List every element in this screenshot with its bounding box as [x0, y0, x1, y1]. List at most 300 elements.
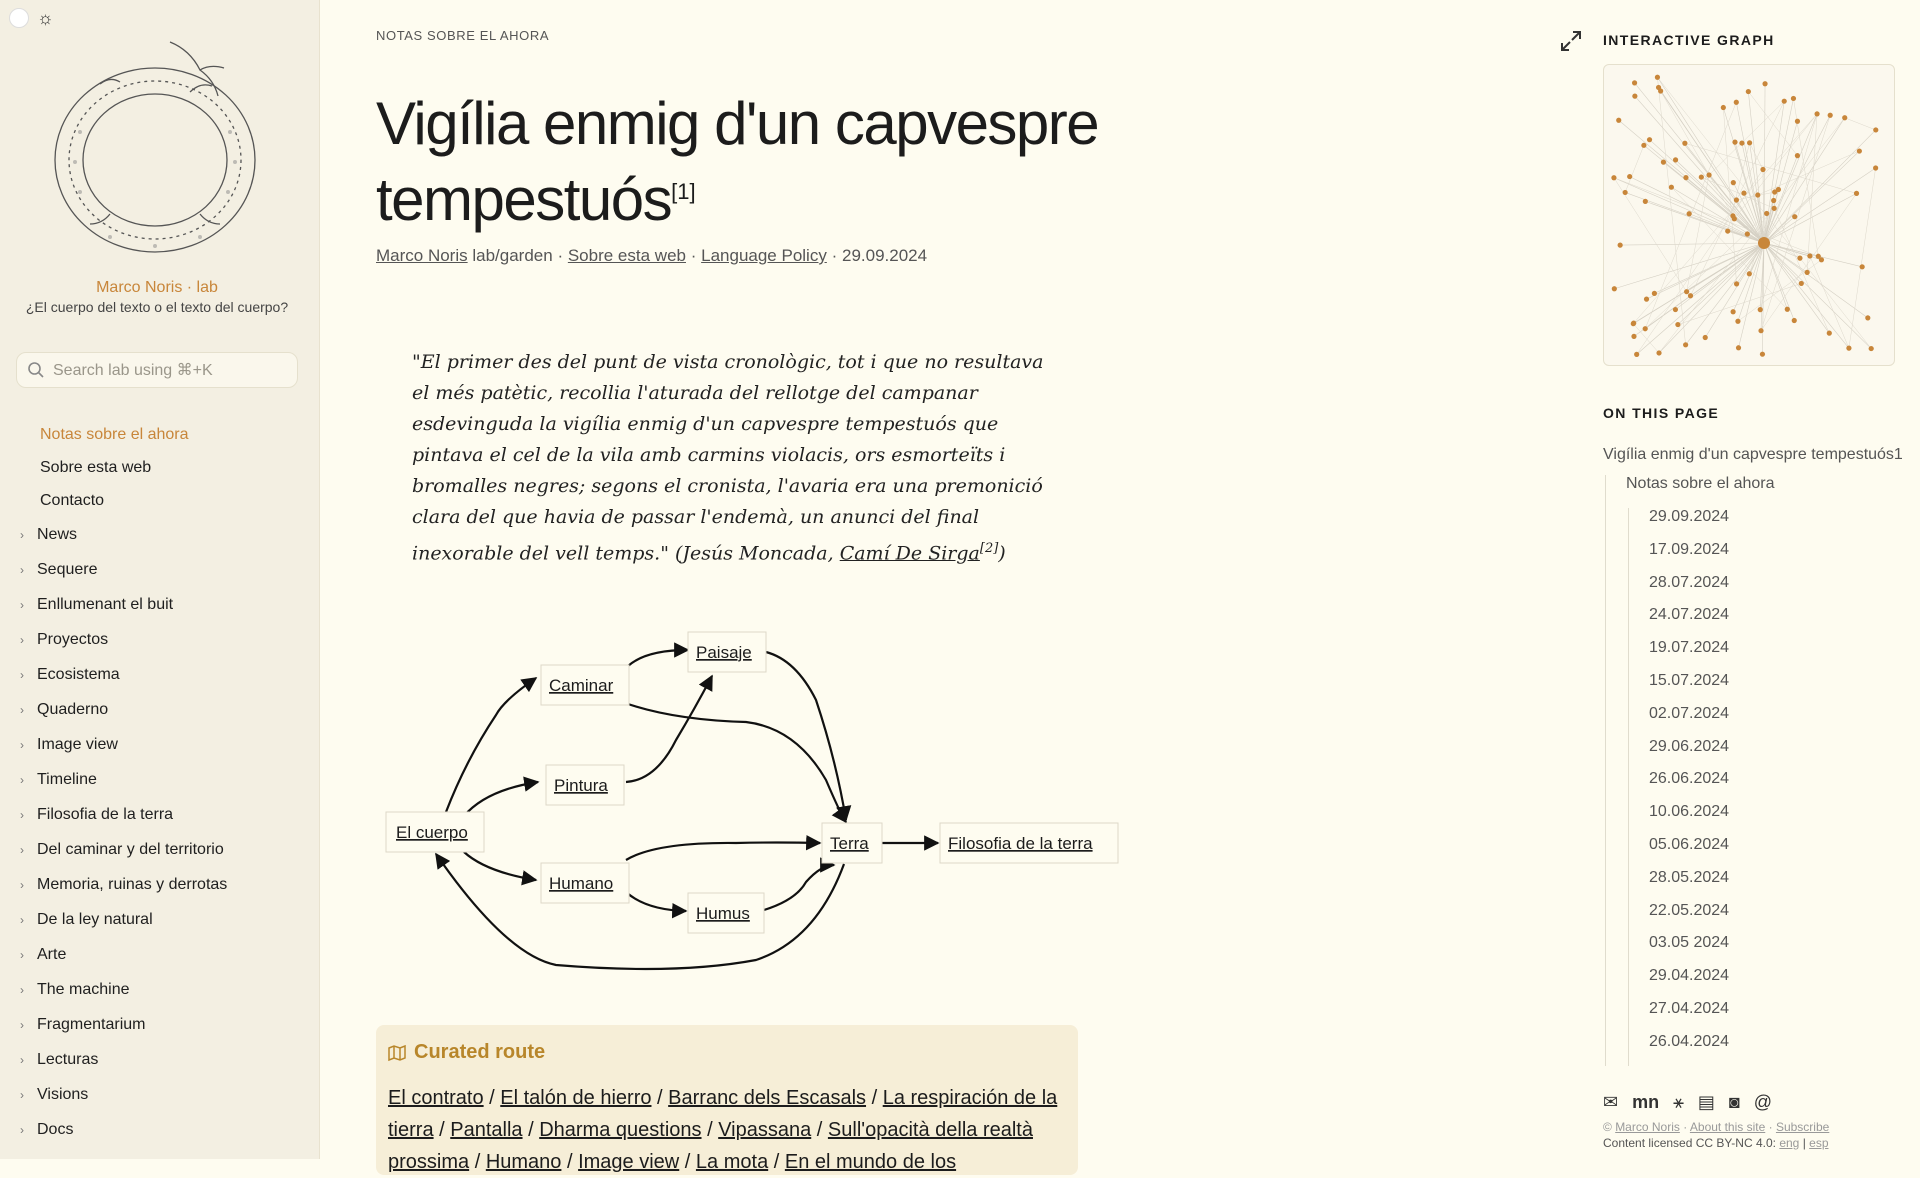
chevron-right-icon[interactable]: ›: [20, 912, 24, 927]
graph-node[interactable]: [1865, 315, 1870, 320]
node-el-cuerpo[interactable]: [386, 812, 484, 852]
nav-item-contacto[interactable]: Contacto: [40, 491, 105, 509]
graph-node[interactable]: [1703, 335, 1708, 340]
toc-heading: ON THIS PAGE: [1603, 405, 1720, 421]
chevron-right-icon[interactable]: ›: [20, 877, 24, 892]
chevron-right-icon[interactable]: ›: [20, 702, 24, 717]
graph-node[interactable]: [1618, 243, 1623, 248]
graph-link: [1734, 114, 1817, 219]
graph-node[interactable]: [1631, 334, 1636, 339]
sidebar-folder[interactable]: [20, 1042, 310, 1077]
map-icon: [388, 1044, 406, 1062]
graph-link: [1645, 213, 1766, 328]
theme-toggle[interactable]: [9, 8, 65, 28]
graph-node[interactable]: [1735, 319, 1740, 324]
curated-route-link[interactable]: Vipassana: [718, 1119, 812, 1141]
search-input[interactable]: [16, 352, 298, 388]
graph-node[interactable]: [1683, 175, 1688, 180]
graph-node[interactable]: [1762, 81, 1767, 86]
graph-node[interactable]: [1699, 174, 1704, 179]
graph-node[interactable]: [1795, 153, 1800, 158]
meta-sep: ·: [690, 246, 697, 265]
route-separator: /: [522, 1119, 540, 1141]
epigraph-quote: [412, 347, 1052, 569]
graph-node[interactable]: [1807, 253, 1812, 258]
graph-node[interactable]: [1612, 286, 1617, 291]
toggle-knob[interactable]: [9, 8, 29, 28]
graph-link: [1635, 96, 1764, 243]
graph-node[interactable]: [1623, 190, 1628, 195]
toc-dates-list: [1628, 508, 1903, 1066]
graph-canvas[interactable]: [1604, 65, 1896, 367]
route-separator: /: [651, 1087, 669, 1109]
sidebar-folder-label: News: [37, 525, 78, 543]
graph-node[interactable]: [1860, 264, 1865, 269]
toc-item-date[interactable]: 26.04.2024: [1649, 1032, 1730, 1050]
graph-link: [1728, 143, 1750, 231]
mail-icon[interactable]: ✉: [1603, 1092, 1619, 1112]
quote-text: "El primer des del punt de vista cronològic, tot i que no resultava el més patètic, recollia l'aturada del rellotge del campanar esdevinguda la vigília enmig d'un capvespre tempestuós que pintava el cel de la vila amb carmins violacis, ors esmorteïts i bromalles negres; segons el cronista, l'avaria era una premonició clara del que havia de passar l'endemà, un anunci del final inexorable del vell temps." (Jesús Moncada,: [412, 351, 1044, 565]
sidebar-folder-label: Filosofia de la terra: [37, 805, 174, 823]
toc-item-title[interactable]: Vigília enmig d'un capvespre tempestuós1: [1603, 446, 1903, 463]
footer-links: © Marco Noris · About this site · Subscribe: [1603, 1120, 1830, 1134]
meta-section: lab/garden: [472, 246, 553, 265]
route-separator: /: [469, 1151, 486, 1173]
graph-link: [1659, 87, 1764, 243]
sidebar-folder-label: Visions: [37, 1085, 89, 1103]
graph-node[interactable]: [1842, 115, 1847, 120]
chevron-right-icon[interactable]: ›: [20, 597, 24, 612]
graph-node[interactable]: [1764, 211, 1769, 216]
curated-route-link[interactable]: La respiración de la tierra: [388, 1087, 1058, 1141]
toc-item-date[interactable]: 17.09.2024: [1649, 540, 1730, 558]
page-date: 29.09.2024: [841, 246, 928, 265]
graph-node[interactable]: [1731, 309, 1736, 314]
graph-node[interactable]: [1730, 213, 1735, 218]
graph-link: [1764, 168, 1876, 243]
route-separator: /: [433, 1119, 451, 1141]
graph-link: [1845, 118, 1876, 130]
edge-pintura-paisaje: [626, 676, 712, 782]
curated-route-link[interactable]: Dharma questions: [539, 1119, 702, 1141]
graph-node[interactable]: [1688, 293, 1693, 298]
graph-node[interactable]: [1682, 141, 1687, 146]
graph-node[interactable]: [1792, 214, 1797, 219]
graph-node[interactable]: [1791, 96, 1796, 101]
chevron-right-icon[interactable]: ›: [20, 772, 24, 787]
footer-author-link[interactable]: Marco Noris: [1615, 1120, 1680, 1134]
graph-node[interactable]: [1641, 143, 1646, 148]
sidebar-folder[interactable]: [20, 727, 310, 762]
sidebar-folder[interactable]: [20, 622, 310, 657]
graph-node[interactable]: [1739, 140, 1744, 145]
edge-humano-terra: [626, 843, 820, 861]
toc-item-date[interactable]: 24.07.2024: [1649, 606, 1730, 624]
node-label[interactable]: Humano: [549, 874, 614, 893]
graph-node[interactable]: [1732, 140, 1737, 145]
edge-paisaje-terra: [766, 652, 846, 820]
sidebar-folder-label: The machine: [37, 980, 130, 998]
graph-node[interactable]: [1734, 281, 1739, 286]
graph-node[interactable]: [1652, 291, 1657, 296]
graph-node[interactable]: [1661, 160, 1666, 165]
sidebar-folder[interactable]: [20, 937, 310, 972]
node-humus[interactable]: [688, 893, 764, 933]
chevron-right-icon[interactable]: ›: [20, 1017, 24, 1032]
graph-node[interactable]: [1647, 137, 1652, 142]
sidebar-folder-label: Del caminar y del territorio: [37, 840, 224, 858]
graph-link: [1748, 92, 1797, 156]
graph-node[interactable]: [1631, 321, 1636, 326]
node-label[interactable]: Terra: [830, 834, 869, 853]
node-label[interactable]: Paisaje: [696, 643, 752, 662]
toc-item-date[interactable]: 27.04.2024: [1649, 999, 1730, 1017]
chevron-right-icon[interactable]: ›: [20, 632, 24, 647]
quote-footnote[interactable]: [2]: [979, 541, 999, 556]
graph-link: [1686, 243, 1764, 345]
graph-node[interactable]: [1616, 118, 1621, 123]
concept-diagram: [376, 620, 1136, 990]
toc-item-date[interactable]: 03.05 2024: [1649, 934, 1730, 952]
chevron-right-icon[interactable]: ›: [20, 982, 24, 997]
toc-item-notas[interactable]: Notas sobre el ahora: [1626, 475, 1775, 492]
graph-link: [1723, 108, 1764, 243]
sidebar-folder[interactable]: [20, 867, 310, 902]
chevron-right-icon[interactable]: ›: [20, 842, 24, 857]
route-separator: /: [679, 1151, 696, 1173]
sidebar: [0, 0, 320, 1159]
graph-node[interactable]: [1627, 174, 1632, 179]
search-placeholder: Search lab using ⌘+K: [53, 362, 213, 379]
quote-source-link[interactable]: Camí De Sirga: [839, 542, 980, 565]
ouroboros-logo[interactable]: [50, 32, 260, 262]
bookmark-icon[interactable]: ▤: [1697, 1092, 1715, 1112]
toc-sublevel: [1605, 475, 1903, 1066]
footer-social-icons: [1603, 1092, 1772, 1113]
toc-item-date[interactable]: 22.05.2024: [1649, 901, 1730, 919]
graph-link: [1625, 145, 1644, 192]
sidebar-folder-label: Proyectos: [37, 630, 109, 648]
toc-item-date[interactable]: 29.06.2024: [1649, 737, 1730, 755]
sun-icon[interactable]: ☼: [37, 8, 54, 28]
quote-close: ): [998, 542, 1006, 565]
interactive-graph[interactable]: [1603, 64, 1895, 366]
curated-route-link[interactable]: Barranc dels Escasals: [668, 1087, 867, 1109]
copyright-symbol: ©: [1603, 1120, 1612, 1134]
sidebar-folder[interactable]: [20, 972, 310, 1007]
curated-route-link[interactable]: El talón de hierro: [500, 1087, 652, 1109]
folder-list: [20, 517, 310, 1147]
nav-item-sobre[interactable]: Sobre esta web: [40, 458, 152, 476]
graph-link: [1764, 193, 1857, 243]
graph-node[interactable]: [1745, 231, 1750, 236]
sidebar-folder[interactable]: [20, 832, 310, 867]
sidebar-folder[interactable]: [20, 1112, 310, 1147]
sidebar-folder-label: Enllumenant el buit: [37, 595, 174, 613]
chevron-right-icon[interactable]: ›: [20, 1122, 24, 1137]
language-policy-link[interactable]: Language Policy: [701, 246, 827, 265]
toc-item-date[interactable]: 02.07.2024: [1649, 704, 1730, 722]
graph-link: [1764, 243, 1868, 318]
route-separator: /: [561, 1151, 579, 1173]
chevron-right-icon[interactable]: ›: [20, 667, 24, 682]
graph-node[interactable]: [1731, 180, 1736, 185]
graph-node[interactable]: [1857, 148, 1862, 153]
callout-title: [388, 1041, 1066, 1064]
license-text: Content licensed CC BY-NC 4.0:: [1603, 1136, 1776, 1150]
graph-node[interactable]: [1814, 111, 1819, 116]
edge-humus-terra: [764, 865, 834, 910]
chevron-right-icon[interactable]: ›: [20, 807, 24, 822]
route-separator: /: [483, 1087, 501, 1109]
sidebar-folder[interactable]: [20, 517, 310, 552]
sidebar-folder-label: Image view: [37, 735, 118, 753]
graph-link: [1687, 175, 1709, 292]
chevron-right-icon[interactable]: ›: [20, 737, 24, 752]
graph-node[interactable]: [1675, 322, 1680, 327]
edge-cuerpo-caminar: [446, 678, 536, 812]
sidebar-folder-label: Timeline: [37, 770, 97, 788]
node-terra[interactable]: [822, 823, 882, 863]
graph-link: [1764, 243, 1849, 348]
sidebar-folder[interactable]: [20, 1007, 310, 1042]
toc-item-date[interactable]: 29.04.2024: [1649, 967, 1730, 985]
about-link[interactable]: Sobre esta web: [567, 246, 686, 265]
graph-node[interactable]: [1776, 187, 1781, 192]
graph-link: [1620, 243, 1764, 245]
graph-node[interactable]: [1656, 85, 1661, 90]
meta-sep: ·: [557, 246, 564, 265]
curated-route-link[interactable]: Image view: [578, 1151, 680, 1173]
node-label[interactable]: Caminar: [549, 676, 614, 695]
graph-node[interactable]: [1643, 199, 1648, 204]
graph-node[interactable]: [1799, 281, 1804, 286]
chevron-right-icon[interactable]: ›: [20, 1052, 24, 1067]
graph-link: [1760, 114, 1817, 310]
chevron-right-icon[interactable]: ›: [20, 527, 24, 542]
graph-node[interactable]: [1746, 89, 1751, 94]
node-label[interactable]: El cuerpo: [396, 823, 468, 842]
edge-cuerpo-humano: [464, 852, 536, 880]
graph-link: [1764, 115, 1830, 243]
curated-route-links: [388, 1082, 1066, 1178]
curated-route-link[interactable]: En el mundo de los: [784, 1151, 957, 1173]
graph-node[interactable]: [1736, 345, 1741, 350]
graph-node[interactable]: [1760, 352, 1765, 357]
graph-node[interactable]: [1632, 80, 1637, 85]
sidebar-folder-label: Sequere: [37, 560, 98, 578]
graph-link: [1774, 208, 1829, 333]
node-pintura[interactable]: [546, 765, 624, 805]
graph-node[interactable]: [1782, 99, 1787, 104]
graph-link: [1659, 118, 1845, 353]
graph-node[interactable]: [1805, 270, 1810, 275]
breadcrumb[interactable]: NOTAS SOBRE EL AHORA: [376, 28, 550, 43]
sidebar-folder[interactable]: [20, 762, 310, 797]
graph-node[interactable]: [1758, 328, 1763, 333]
graph-node[interactable]: [1785, 307, 1790, 312]
graph-link: [1764, 114, 1817, 243]
curated-route-link[interactable]: La mota: [695, 1151, 769, 1173]
graph-link: [1764, 118, 1845, 243]
sidebar-nav: [20, 418, 310, 1147]
search-icon: [27, 361, 45, 379]
node-filosofia-terra[interactable]: [940, 823, 1118, 863]
graph-node[interactable]: [1854, 191, 1859, 196]
sidebar-folder[interactable]: [20, 797, 310, 832]
table-of-contents: [1603, 444, 1903, 1066]
node-caminar[interactable]: [541, 665, 629, 705]
toc-item-date[interactable]: 10.06.2024: [1649, 803, 1730, 821]
node-label[interactable]: Pintura: [554, 776, 608, 795]
node-label[interactable]: Filosofia de la terra: [948, 834, 1093, 853]
graph-node[interactable]: [1747, 140, 1752, 145]
toc-item-date[interactable]: 05.06.2024: [1649, 835, 1730, 853]
graph-node[interactable]: [1611, 175, 1616, 180]
graph-node[interactable]: [1846, 346, 1851, 351]
footer-subscribe-link[interactable]: Subscribe: [1775, 1120, 1830, 1134]
toc-item-date[interactable]: 29.09.2024: [1649, 508, 1730, 525]
graph-node[interactable]: [1755, 192, 1760, 197]
toc-item-date[interactable]: 19.07.2024: [1649, 639, 1730, 657]
graph-node[interactable]: [1721, 105, 1726, 110]
chevron-right-icon[interactable]: ›: [20, 1087, 24, 1102]
graph-node[interactable]: [1669, 185, 1674, 190]
lang-esp-link[interactable]: esp: [1809, 1136, 1829, 1150]
edge-cuerpo-pintura: [464, 782, 538, 816]
graph-node[interactable]: [1673, 307, 1678, 312]
chevron-right-icon[interactable]: ›: [20, 947, 24, 962]
graph-node[interactable]: [1797, 256, 1802, 261]
graph-node[interactable]: [1758, 307, 1763, 312]
page-title-text: Vigília enmig d'un capvespre tempestuós: [376, 90, 1099, 233]
graph-node[interactable]: [1772, 206, 1777, 211]
toc-item-date[interactable]: 15.07.2024: [1649, 671, 1730, 689]
graph-node[interactable]: [1673, 157, 1678, 162]
curated-route-link[interactable]: Pantalla: [450, 1119, 523, 1141]
graph-node[interactable]: [1632, 94, 1637, 99]
title-footnote[interactable]: [1]: [671, 179, 696, 204]
curated-route-link[interactable]: Sull'opacità della realtà prossima: [388, 1119, 1033, 1173]
instagram-icon[interactable]: ◙: [1728, 1092, 1740, 1112]
graph-node[interactable]: [1741, 191, 1746, 196]
asterisk-icon[interactable]: ⚹: [1673, 1092, 1684, 1112]
nav-item-notas[interactable]: Notas sobre el ahora: [40, 425, 189, 443]
site-title[interactable]: Marco Noris · lab: [96, 279, 218, 296]
sidebar-folder-label: Quaderno: [37, 700, 109, 718]
sidebar-folder[interactable]: [20, 1077, 310, 1112]
curated-route-link[interactable]: Humano: [485, 1151, 562, 1173]
toc-item-date[interactable]: 28.05.2024: [1649, 868, 1730, 886]
graph-link: [1637, 243, 1764, 354]
sidebar-folder-label: Ecosistema: [37, 665, 120, 683]
expand-icon[interactable]: [1560, 30, 1582, 52]
sidebar-folder[interactable]: [20, 692, 310, 727]
graph-node[interactable]: [1655, 75, 1660, 80]
graph-link: [1689, 214, 1764, 243]
graph-node[interactable]: [1644, 296, 1649, 301]
node-humano[interactable]: [541, 863, 629, 903]
route-separator: /: [701, 1119, 719, 1141]
sidebar-folder[interactable]: [20, 902, 310, 937]
mn-logo-icon[interactable]: mn: [1632, 1092, 1660, 1112]
graph-node[interactable]: [1734, 100, 1739, 105]
sidebar-folder-label: Docs: [37, 1120, 74, 1138]
graph-link: [1614, 243, 1764, 289]
sidebar-folder-label: Memoria, ruinas y derrotas: [37, 875, 228, 893]
graph-node[interactable]: [1873, 165, 1878, 170]
interactive-graph-heading: INTERACTIVE GRAPH: [1603, 32, 1775, 48]
diagram-edges: [436, 650, 938, 969]
graph-node[interactable]: [1816, 254, 1821, 259]
sidebar-folder[interactable]: [20, 587, 310, 622]
graph-node[interactable]: [1656, 350, 1661, 355]
sidebar-folder-label: De la ley natural: [37, 910, 153, 928]
page-title: [376, 90, 1116, 234]
chevron-right-icon[interactable]: ›: [20, 562, 24, 577]
graph-link: [1758, 151, 1860, 195]
graph-node[interactable]: [1795, 119, 1800, 124]
graph-node[interactable]: [1683, 342, 1688, 347]
graph-node[interactable]: [1827, 331, 1832, 336]
graph-node[interactable]: [1792, 318, 1797, 323]
graph-node[interactable]: [1687, 211, 1692, 216]
footer-license: Content licensed CC BY-NC 4.0: eng | esp: [1603, 1136, 1829, 1150]
graph-node[interactable]: [1706, 172, 1711, 177]
node-paisaje[interactable]: [688, 632, 766, 672]
sidebar-folder-label: Arte: [37, 945, 67, 963]
graph-node[interactable]: [1828, 113, 1833, 118]
graph-node[interactable]: [1734, 197, 1739, 202]
lang-eng-link[interactable]: eng: [1779, 1136, 1800, 1150]
graph-link: [1678, 283, 1801, 324]
toc-item-date[interactable]: 28.07.2024: [1649, 573, 1730, 591]
sidebar-folder-label: Fragmentarium: [37, 1015, 146, 1033]
sidebar-folder[interactable]: [20, 657, 310, 692]
threads-icon[interactable]: @: [1753, 1092, 1773, 1112]
graph-link: [1685, 143, 1857, 193]
author-link[interactable]: Marco Noris: [376, 246, 468, 265]
graph-node[interactable]: [1869, 346, 1874, 351]
footer-about-link[interactable]: About this site: [1689, 1120, 1766, 1134]
graph-node[interactable]: [1643, 326, 1648, 331]
callout-title-text: Curated route: [414, 1041, 546, 1063]
site-subtitle: ¿El cuerpo del texto o el texto del cuerpo?: [25, 299, 289, 315]
main-content: [376, 0, 1136, 1173]
graph-current-node[interactable]: [1758, 237, 1770, 249]
graph-node[interactable]: [1684, 289, 1689, 294]
route-separator: /: [811, 1119, 828, 1141]
edge-humano-humus: [626, 892, 686, 911]
graph-node[interactable]: [1634, 352, 1639, 357]
route-separator: /: [866, 1087, 883, 1109]
page-meta: [376, 246, 927, 266]
graph-node[interactable]: [1771, 198, 1776, 203]
node-label[interactable]: Humus: [696, 904, 750, 923]
sidebar-folder[interactable]: [20, 552, 310, 587]
sidebar-folder-label: Lecturas: [37, 1050, 99, 1068]
graph-node[interactable]: [1873, 127, 1878, 132]
toc-item-date[interactable]: 26.06.2024: [1649, 770, 1730, 788]
route-separator: /: [768, 1151, 785, 1173]
graph-node[interactable]: [1747, 271, 1752, 276]
graph-link: [1738, 260, 1822, 321]
graph-link: [1709, 175, 1733, 216]
graph-node[interactable]: [1725, 228, 1730, 233]
meta-sep: ·: [831, 246, 838, 265]
curated-route-link[interactable]: El contrato: [388, 1087, 484, 1109]
graph-node[interactable]: [1760, 167, 1765, 172]
